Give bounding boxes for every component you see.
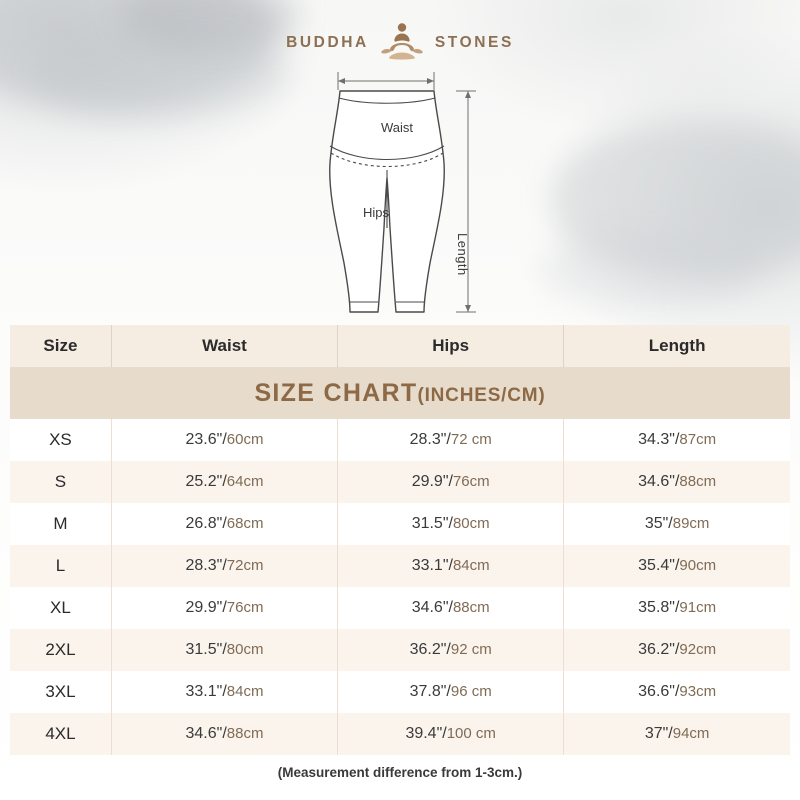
cell-waist-inches: 23.6"/ [185,431,227,448]
high-waist-leggings-icon [260,58,540,320]
cell-waist-inches: 31.5"/ [185,641,227,658]
cell-length [564,461,790,503]
cell-length-cm: 92cm [679,641,717,658]
length-label: Length [455,233,470,276]
chart-title-unit: (INCHES/CM) [417,384,546,406]
cell-waist-inches: 33.1"/ [185,683,227,700]
table-title-cell [10,367,790,419]
cell-hips-cm: 100 cm [446,725,496,742]
cell-length-inches: 37"/ [644,725,673,742]
cell-waist [111,671,337,713]
cell-hips [338,545,564,587]
cell-length [564,545,790,587]
cell-length-cm: 90cm [679,557,717,574]
cell-waist-inches: 25.2"/ [185,473,227,490]
cell-length-inches: 35.4"/ [638,557,680,574]
cell-hips-cm: 72 cm [450,431,492,448]
cell-length-cm: 88cm [679,473,717,490]
cell-size: XS [10,419,111,461]
cell-length-inches: 35"/ [644,515,673,532]
cell-waist-cm: 88cm [226,725,264,742]
cell-waist-cm: 64cm [226,473,264,490]
cell-length [564,713,790,755]
cell-hips [338,629,564,671]
cell-waist [111,587,337,629]
leggings-diagram [0,58,800,326]
cell-hips [338,419,564,461]
cell-hips-inches: 39.4"/ [405,725,447,742]
cell-length [564,629,790,671]
size-chart-table-wrap [10,325,790,755]
table-row [10,545,790,587]
cell-hips-cm: 96 cm [450,683,492,700]
size-chart-table [10,325,790,755]
cell-length-cm: 94cm [672,725,710,742]
cell-waist-inches: 34.6"/ [185,725,227,742]
cell-hips [338,713,564,755]
cell-waist [111,629,337,671]
cell-waist-cm: 80cm [226,641,264,658]
cell-hips-inches: 29.9"/ [411,473,453,490]
chart-title-main: SIZE CHART [254,378,418,407]
cell-hips [338,461,564,503]
cell-hips-inches: 36.2"/ [409,641,451,658]
table-row [10,503,790,545]
cell-length [564,503,790,545]
cell-hips-inches: 34.6"/ [411,599,453,616]
cell-length [564,587,790,629]
cell-waist-inches: 29.9"/ [185,599,227,616]
table-row [10,671,790,713]
cell-waist [111,419,337,461]
cell-hips-inches: 33.1"/ [411,557,453,574]
cell-hips [338,671,564,713]
cell-waist-inches: 28.3"/ [185,557,227,574]
cell-length-inches: 34.3"/ [638,431,680,448]
table-title-row [10,367,790,419]
cell-length-cm: 89cm [672,515,710,532]
brand-right-word: STONES [434,33,514,51]
cell-size: XL [10,587,111,629]
cell-hips [338,503,564,545]
cell-length-cm: 93cm [679,683,717,700]
cell-hips-cm: 88cm [452,599,490,616]
cell-waist [111,503,337,545]
cell-waist-cm: 60cm [226,431,264,448]
cell-length [564,671,790,713]
cell-length [564,419,790,461]
cell-waist-cm: 84cm [226,683,264,700]
table-row [10,713,790,755]
cell-size: 2XL [10,629,111,671]
cell-waist-cm: 72cm [226,557,264,574]
cell-length-inches: 34.6"/ [638,473,680,490]
cell-size: L [10,545,111,587]
cell-waist [111,545,337,587]
cell-hips-inches: 28.3"/ [409,431,451,448]
hips-label: Hips [363,205,390,220]
cell-size: 3XL [10,671,111,713]
cell-waist-cm: 76cm [226,599,264,616]
cell-size: M [10,503,111,545]
column-header-size: Size [10,325,111,367]
cell-length-cm: 87cm [679,431,717,448]
waist-label: Waist [381,120,414,135]
table-row [10,587,790,629]
cell-hips-cm: 80cm [452,515,490,532]
measurement-footnote: (Measurement difference from 1-3cm.) [277,765,523,780]
column-header-hips: Hips [338,325,564,367]
cell-hips [338,587,564,629]
cell-size: S [10,461,111,503]
cell-length-inches: 36.2"/ [638,641,680,658]
cell-length-inches: 36.6"/ [638,683,680,700]
table-row [10,629,790,671]
cell-waist-inches: 26.8"/ [185,515,227,532]
cell-length-inches: 35.8"/ [638,599,680,616]
cell-waist [111,713,337,755]
brand-left-word: BUDDHA [286,33,369,51]
table-body [10,419,790,755]
cell-hips-inches: 37.8"/ [409,683,451,700]
cell-hips-inches: 31.5"/ [411,515,453,532]
table-row [10,419,790,461]
cell-hips-cm: 84cm [452,557,490,574]
cell-hips-cm: 76cm [452,473,490,490]
column-header-length: Length [564,325,790,367]
cell-waist-cm: 68cm [226,515,264,532]
cell-waist [111,461,337,503]
cell-length-cm: 91cm [679,599,717,616]
cell-hips-cm: 92 cm [450,641,492,658]
table-row [10,461,790,503]
table-header-row [10,325,790,367]
cell-size: 4XL [10,713,111,755]
column-header-waist: Waist [111,325,337,367]
